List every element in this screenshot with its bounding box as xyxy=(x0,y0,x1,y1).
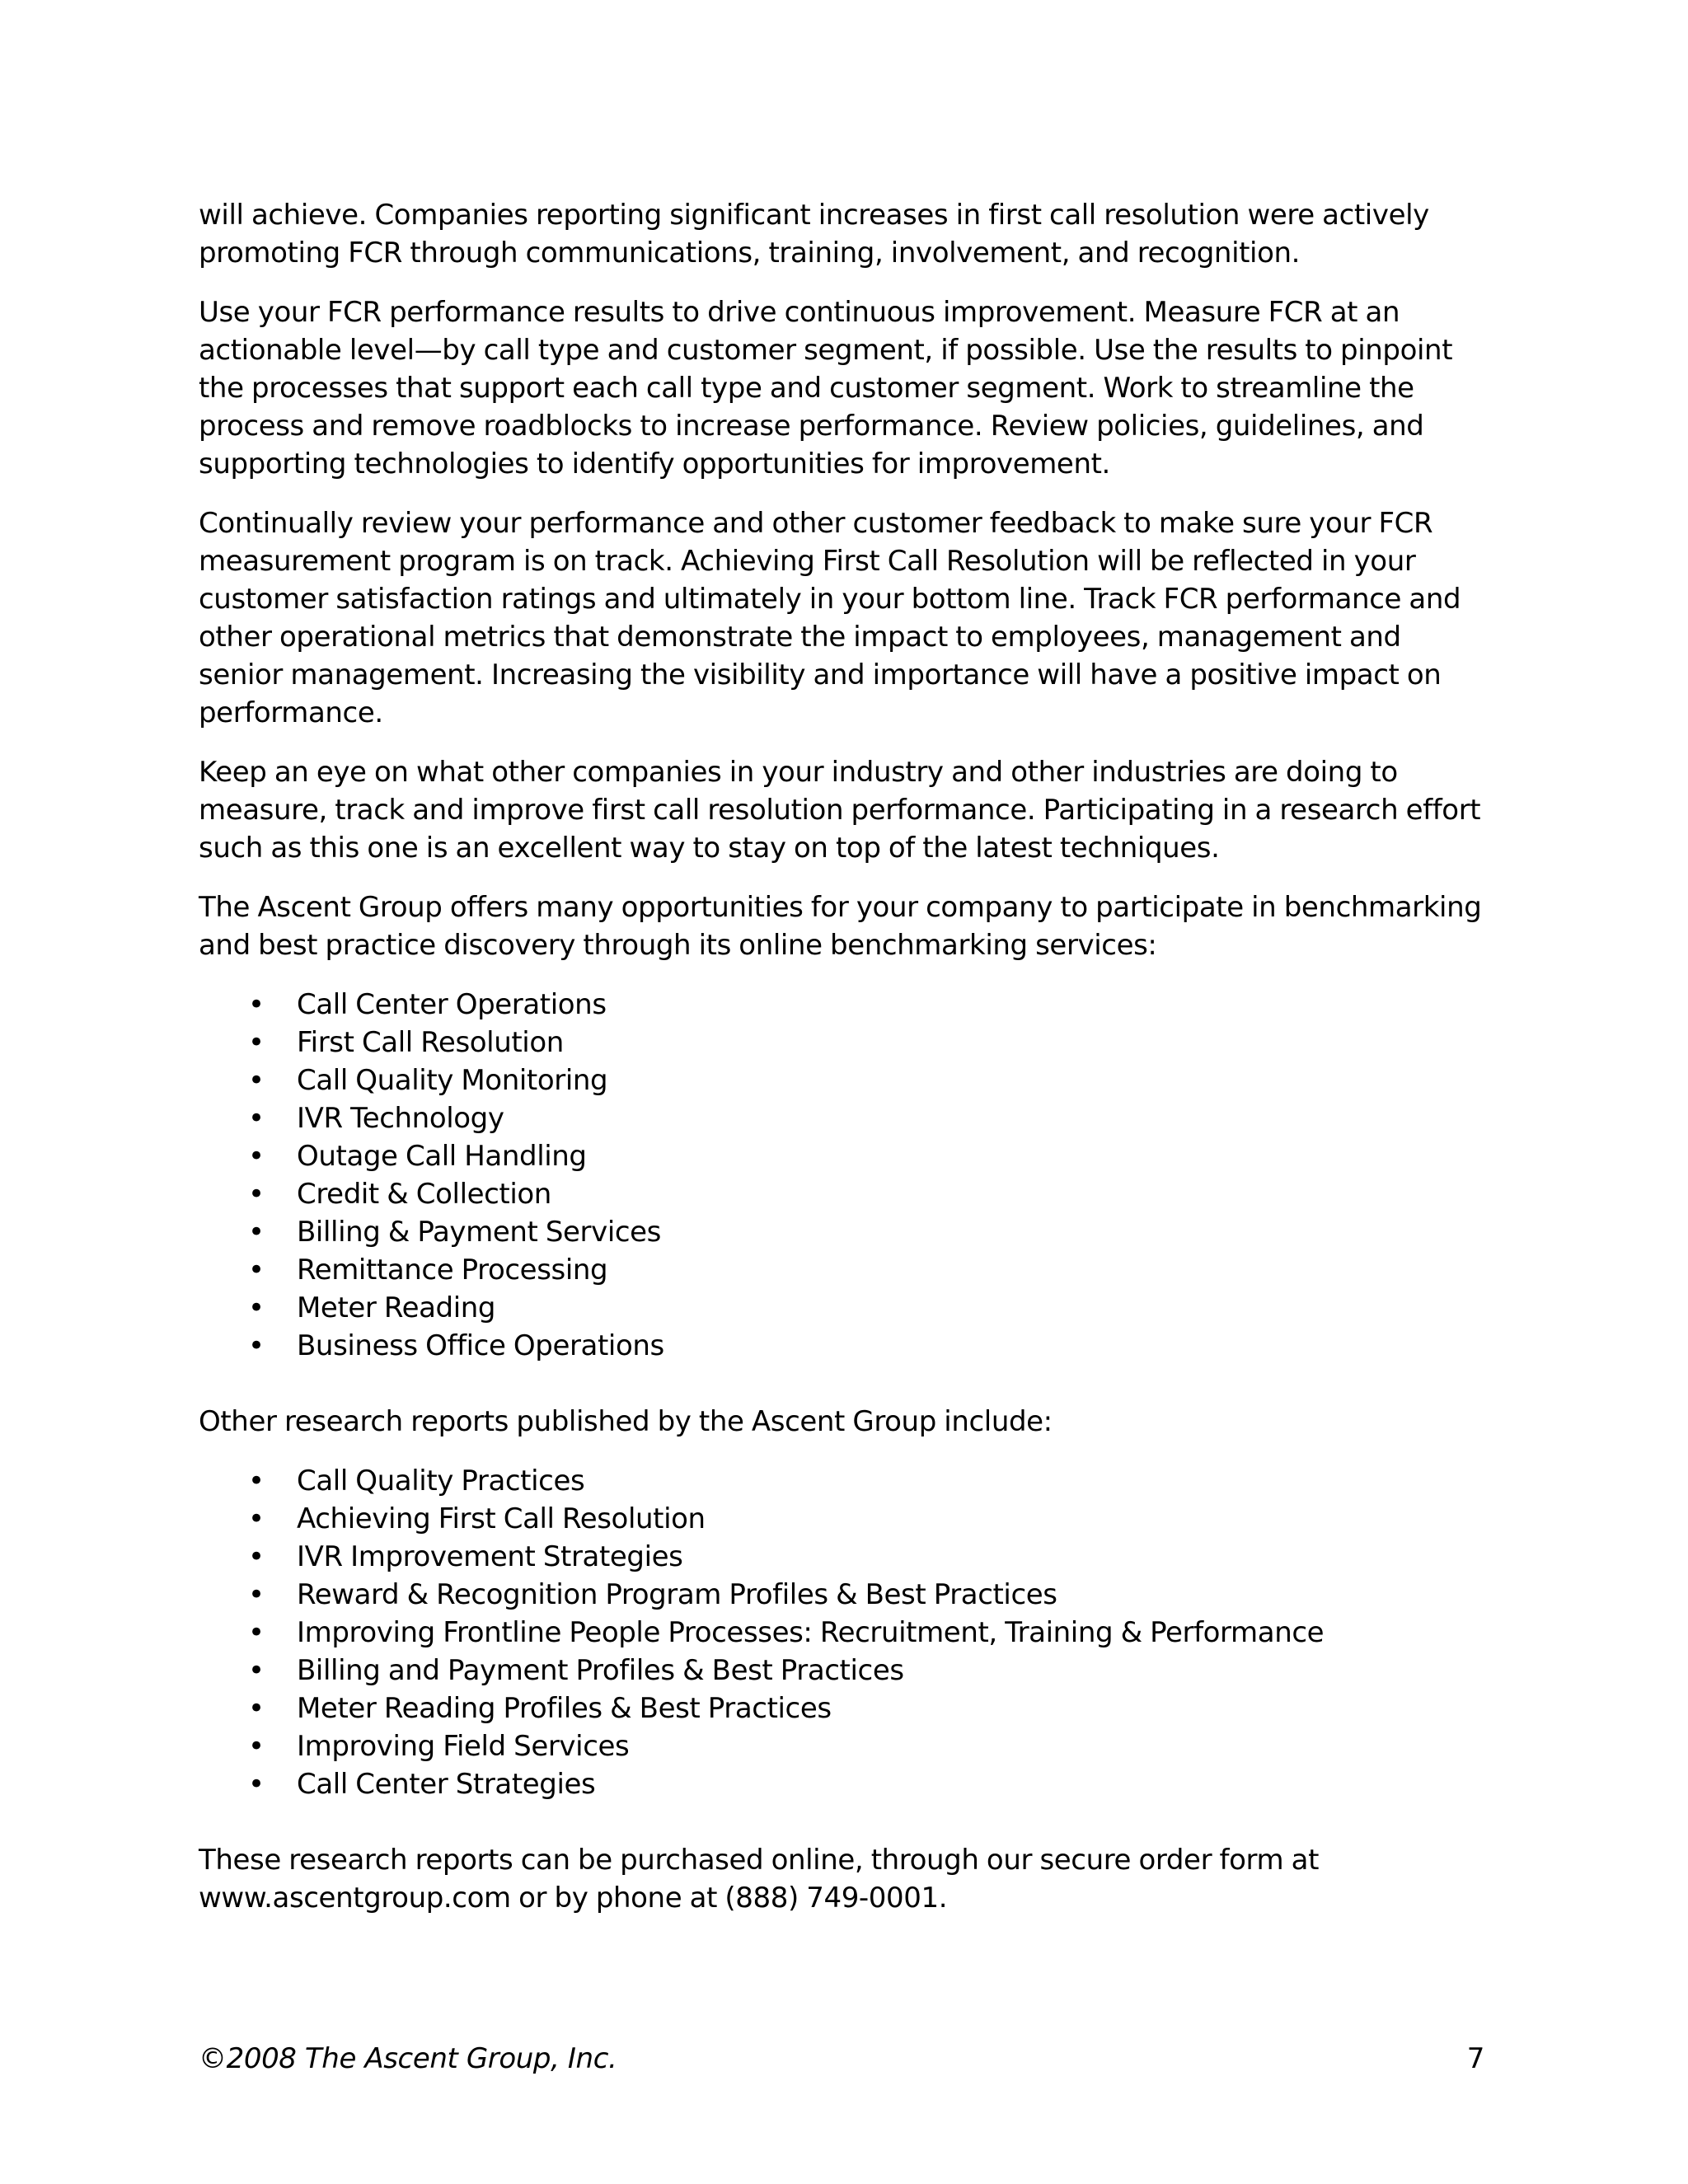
list-item xyxy=(199,1289,1484,1327)
list-item-text: Improving Frontline People Processes: Recruitment, Training & Performance xyxy=(297,1616,1325,1649)
list-item xyxy=(199,1576,1484,1614)
list-item xyxy=(199,1062,1484,1099)
bullet-icon: • xyxy=(248,1178,265,1211)
bullet-icon: • xyxy=(248,1465,265,1497)
list-item xyxy=(199,1614,1484,1652)
document-body xyxy=(199,196,1484,1938)
list-item xyxy=(199,1213,1484,1251)
closing-paragraph: These research reports can be purchased online, through our secure order form at www.ascentgroup.com or by phone at (888) 749-0001. xyxy=(199,1844,1319,1915)
bullet-icon: • xyxy=(248,1616,265,1649)
list-item xyxy=(199,1175,1484,1213)
bullet-icon: • xyxy=(248,1502,265,1535)
list-item-text: Outage Call Handling xyxy=(297,1140,587,1173)
bullet-icon: • xyxy=(248,1654,265,1687)
list-item-text: Reward & Recognition Program Profiles & Best Practices xyxy=(297,1578,1057,1611)
list-item xyxy=(199,1538,1484,1576)
paragraph: Keep an eye on what other companies in your industry and other industries are doing to measure, track and improve first call resolution performance. Participating in a research effort such as this one is an excellent way to stay on top of the latest techniques. xyxy=(199,756,1481,865)
list-item xyxy=(199,1462,1484,1500)
list-item-text: Call Quality Practices xyxy=(297,1465,585,1497)
list-item xyxy=(199,1099,1484,1137)
paragraph: The Ascent Group offers many opportunities for your company to participate in benchmarking and best practice discovery through its online benchmarking services: xyxy=(199,891,1482,962)
bullet-icon: • xyxy=(248,1768,265,1801)
list-item xyxy=(199,1500,1484,1538)
bullet-icon: • xyxy=(248,1216,265,1249)
list-item-text: Business Office Operations xyxy=(297,1329,664,1362)
list-item-text: IVR Improvement Strategies xyxy=(297,1540,683,1573)
bullet-icon: • xyxy=(248,1026,265,1059)
list-item-text: Remittance Processing xyxy=(297,1254,608,1286)
list-item xyxy=(199,1327,1484,1365)
page-footer xyxy=(199,2040,1484,2078)
list-item-text: IVR Technology xyxy=(297,1102,504,1135)
bullet-icon: • xyxy=(248,1291,265,1324)
reports-intro: Other research reports published by the Ascent Group include: xyxy=(199,1405,1053,1438)
bullet-icon: • xyxy=(248,1692,265,1725)
list-item-text: Billing and Payment Profiles & Best Practices xyxy=(297,1654,904,1687)
bullet-icon: • xyxy=(248,1540,265,1573)
list-item-text: Meter Reading Profiles & Best Practices xyxy=(297,1692,832,1725)
bullet-icon: • xyxy=(248,1730,265,1763)
list-item-text: Improving Field Services xyxy=(297,1730,630,1763)
list-item-text: Billing & Payment Services xyxy=(297,1216,661,1249)
list-item xyxy=(199,986,1484,1024)
list-item xyxy=(199,1251,1484,1289)
list-item xyxy=(199,1690,1484,1727)
list-item-text: First Call Resolution xyxy=(297,1026,564,1059)
list-item-text: Meter Reading xyxy=(297,1291,496,1324)
list-item xyxy=(199,1024,1484,1062)
list-item-text: Achieving First Call Resolution xyxy=(297,1502,706,1535)
list-item-text: Credit & Collection xyxy=(297,1178,551,1211)
list-item xyxy=(199,1137,1484,1175)
bullet-icon: • xyxy=(248,1140,265,1173)
services-list xyxy=(199,986,1484,1365)
bullet-icon: • xyxy=(248,988,265,1021)
paragraph: will achieve. Companies reporting significant increases in first call resolution were actively promoting FCR through communications, training, involvement, and recognition. xyxy=(199,199,1429,269)
bullet-icon: • xyxy=(248,1102,265,1135)
list-item xyxy=(199,1765,1484,1803)
page-number: 7 xyxy=(1466,2042,1484,2075)
reports-list xyxy=(199,1462,1484,1803)
bullet-icon: • xyxy=(248,1578,265,1611)
paragraph: Continually review your performance and other customer feedback to make sure your FCR measurement program is on track. Achieving First Call Resolution will be reflected in your customer satisfaction ratings and ultimately in your bottom line. Track FCR performance and other operational metrics that demonstrate the impact to employees, management and senior management. Increasing the visibility and importance will have a positive impact on performance. xyxy=(199,507,1461,729)
list-item-text: Call Quality Monitoring xyxy=(297,1064,608,1097)
list-item xyxy=(199,1652,1484,1690)
paragraph: Use your FCR performance results to drive continuous improvement. Measure FCR at an actionable level—by call type and customer segment, if possible. Use the results to pinpoint the processes that support each call type and customer segment. Work to streamline the process and remove roadblocks to increase performance. Review policies, guidelines, and supporting technologies to identify opportunities for improvement. xyxy=(199,296,1453,480)
list-item-text: Call Center Operations xyxy=(297,988,607,1021)
list-item xyxy=(199,1727,1484,1765)
copyright-notice: ©2008 The Ascent Group, Inc. xyxy=(199,2042,617,2075)
bullet-icon: • xyxy=(248,1254,265,1286)
list-item-text: Call Center Strategies xyxy=(297,1768,596,1801)
bullet-icon: • xyxy=(248,1329,265,1362)
bullet-icon: • xyxy=(248,1064,265,1097)
